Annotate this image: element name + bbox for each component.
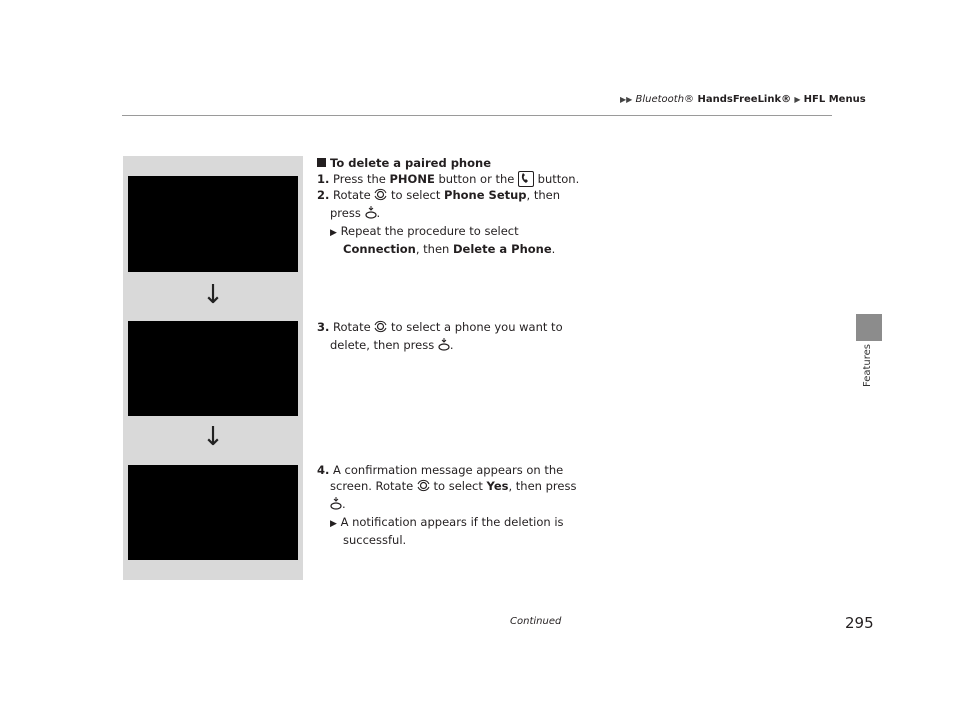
press-knob-icon	[438, 338, 450, 355]
step-text: , then press	[508, 479, 577, 493]
screen-image-1	[128, 176, 298, 272]
screen-image-3	[128, 465, 298, 560]
step-text: screen. Rotate	[330, 479, 417, 493]
step-text: .	[376, 206, 381, 220]
sub-arrow-icon: ▶	[330, 228, 337, 238]
step-text: Rotate	[333, 188, 375, 202]
menu-name: Phone Setup	[444, 188, 527, 202]
sub-arrow-icon: ▶	[330, 519, 337, 529]
step-text: to select	[387, 188, 445, 202]
step-text: press	[330, 206, 365, 220]
step-number: 3.	[317, 320, 330, 334]
sub-text: .	[551, 242, 556, 256]
selector-knob-icon	[374, 188, 387, 205]
press-knob-icon	[365, 206, 377, 223]
step-text: delete, then press	[330, 338, 438, 352]
sub-text: Repeat the procedure to select	[340, 224, 519, 238]
screen-panel	[123, 156, 303, 580]
step-text: , then	[526, 188, 561, 202]
phone-label: PHONE	[389, 172, 435, 186]
step-number: 4.	[317, 463, 330, 477]
step-2	[317, 187, 560, 257]
breadcrumb	[620, 94, 866, 105]
selector-knob-icon	[417, 479, 430, 496]
chapter-tab	[856, 314, 882, 341]
down-arrow-icon: ↓	[202, 422, 224, 452]
step-text: button or the	[434, 172, 518, 186]
step-text: A confirmation message appears on the	[333, 463, 564, 477]
selector-knob-icon	[374, 320, 387, 337]
sub-text: successful.	[343, 533, 407, 547]
phone-button-icon	[518, 171, 534, 187]
menu-name: Delete a Phone	[453, 242, 552, 256]
step-text: Press the	[333, 172, 390, 186]
step-text: to select a phone you want to	[387, 320, 563, 334]
step-text: button.	[534, 172, 580, 186]
breadcrumb-arrow-icon: ▶	[794, 95, 801, 104]
breadcrumb-reg: ®	[684, 94, 695, 105]
step-text: to select	[429, 479, 487, 493]
section-title: To delete a paired phone	[330, 156, 492, 170]
step-number: 1.	[317, 172, 330, 186]
menu-name: Connection	[343, 242, 416, 256]
header-rule	[122, 115, 832, 116]
breadcrumb-arrow-icon: ▶▶	[620, 95, 633, 104]
sub-text: , then	[415, 242, 453, 256]
step-1	[317, 171, 579, 187]
chapter-label: Features	[862, 344, 873, 387]
down-arrow-icon: ↓	[202, 280, 224, 310]
step-text: Rotate	[333, 320, 375, 334]
step-4	[317, 462, 576, 548]
step-number: 2.	[317, 188, 330, 202]
press-knob-icon	[330, 497, 342, 514]
section-heading	[317, 155, 491, 171]
breadcrumb-hfl-menus: HFL Menus	[803, 94, 866, 105]
step-3	[317, 319, 563, 355]
continued-label: Continued	[510, 616, 562, 627]
breadcrumb-bluetooth: Bluetooth	[635, 94, 685, 105]
screen-image-2	[128, 321, 298, 416]
square-bullet-icon	[317, 158, 326, 167]
page-number: 295	[845, 614, 874, 632]
step-text: .	[342, 497, 346, 511]
step-text: .	[449, 338, 454, 352]
option-name: Yes	[486, 479, 509, 493]
breadcrumb-hfl: HandsFreeLink®	[694, 94, 792, 105]
sub-text: A notification appears if the deletion is	[340, 515, 564, 529]
